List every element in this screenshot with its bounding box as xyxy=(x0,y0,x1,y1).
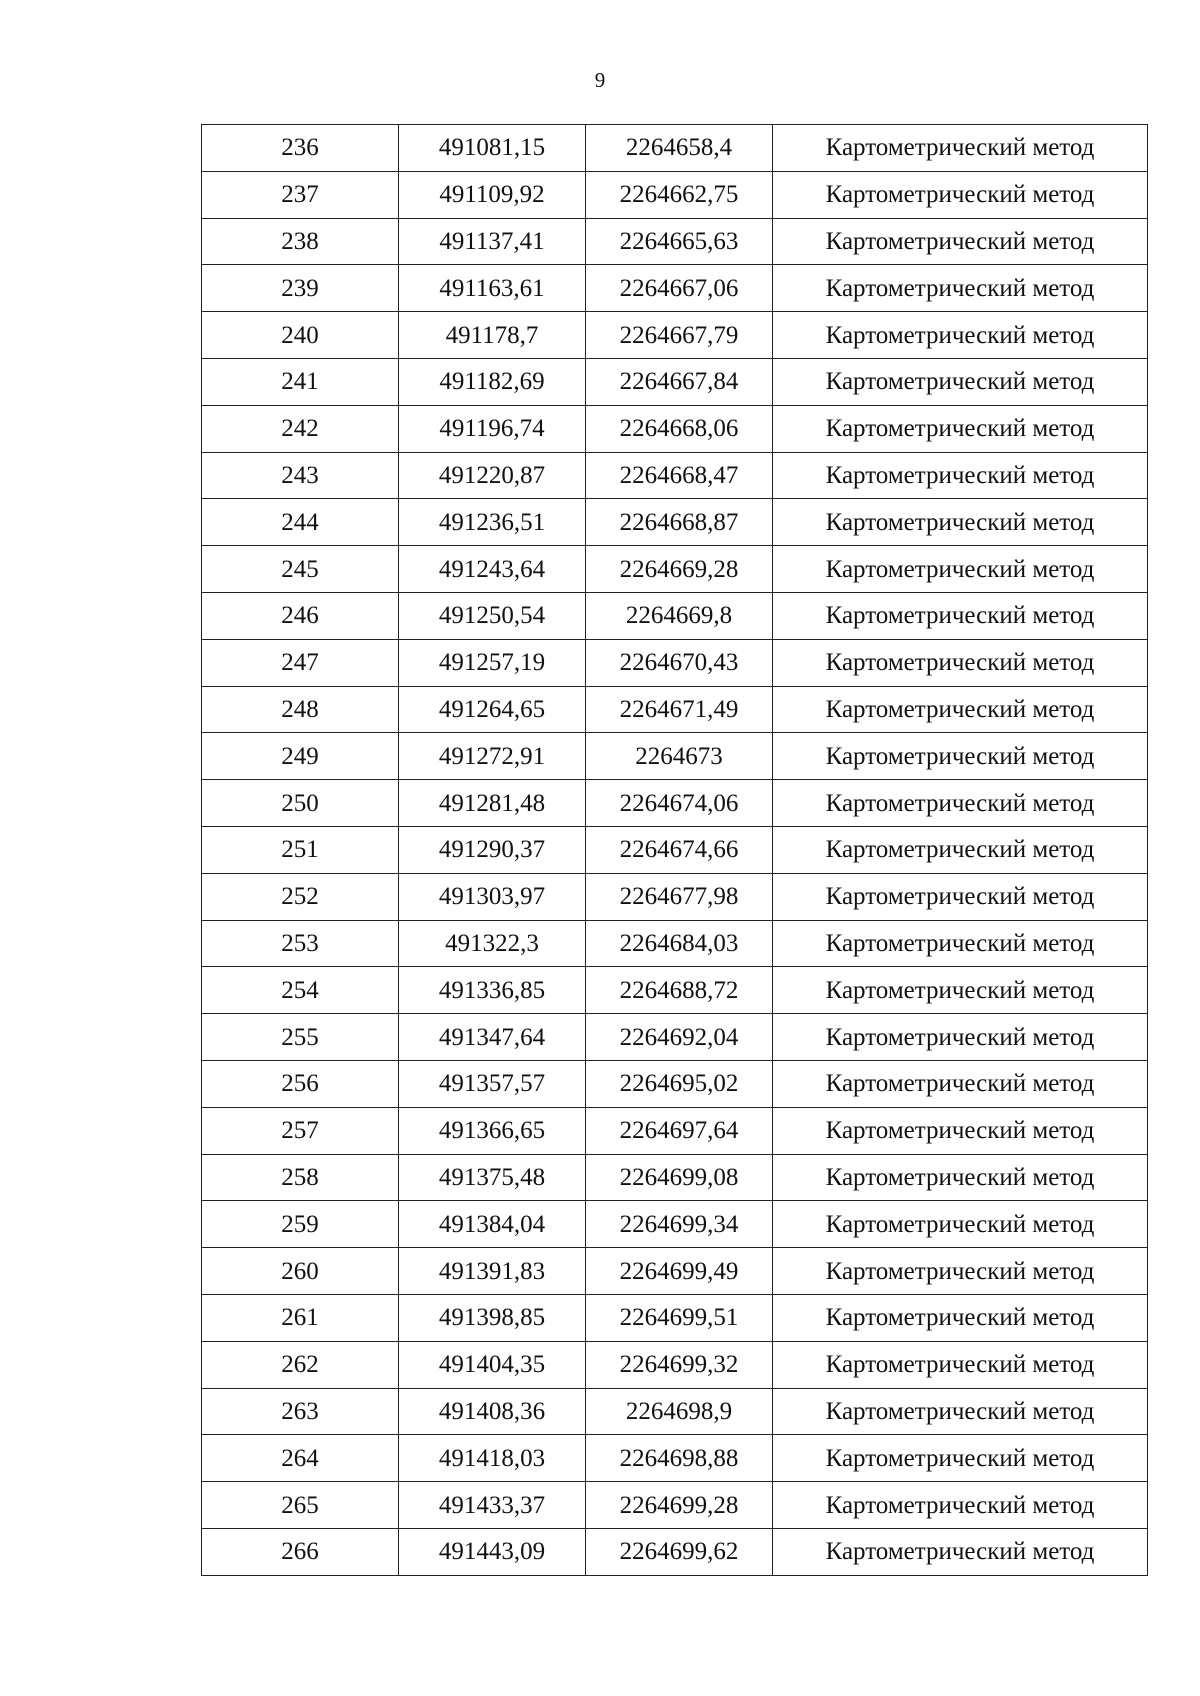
x-coordinate-cell: 491182,69 xyxy=(399,358,586,405)
table-row xyxy=(202,967,1148,1014)
table-row xyxy=(202,499,1148,546)
point-number-cell: 253 xyxy=(202,920,399,967)
method-cell: Картометрический метод xyxy=(773,499,1148,546)
x-coordinate-cell: 491404,35 xyxy=(399,1341,586,1388)
point-number-cell: 266 xyxy=(202,1528,399,1575)
method-cell: Картометрический метод xyxy=(773,780,1148,827)
point-number-cell: 264 xyxy=(202,1435,399,1482)
x-coordinate-cell: 491391,83 xyxy=(399,1248,586,1295)
x-coordinate-cell: 491243,64 xyxy=(399,546,586,593)
x-coordinate-cell: 491109,92 xyxy=(399,171,586,218)
y-coordinate-cell: 2264669,28 xyxy=(586,546,773,593)
table-row xyxy=(202,1107,1148,1154)
table-row xyxy=(202,1341,1148,1388)
x-coordinate-cell: 491220,87 xyxy=(399,452,586,499)
point-number-cell: 250 xyxy=(202,780,399,827)
method-cell: Картометрический метод xyxy=(773,1388,1148,1435)
method-cell: Картометрический метод xyxy=(773,1435,1148,1482)
y-coordinate-cell: 2264668,47 xyxy=(586,452,773,499)
method-cell: Картометрический метод xyxy=(773,1248,1148,1295)
point-number-cell: 261 xyxy=(202,1294,399,1341)
x-coordinate-cell: 491357,57 xyxy=(399,1060,586,1107)
method-cell: Картометрический метод xyxy=(773,405,1148,452)
y-coordinate-cell: 2264699,28 xyxy=(586,1482,773,1529)
table-row xyxy=(202,1248,1148,1295)
table-row xyxy=(202,405,1148,452)
x-coordinate-cell: 491250,54 xyxy=(399,592,586,639)
x-coordinate-cell: 491081,15 xyxy=(399,125,586,172)
table-row xyxy=(202,452,1148,499)
table-row xyxy=(202,920,1148,967)
table-row xyxy=(202,546,1148,593)
y-coordinate-cell: 2264677,98 xyxy=(586,873,773,920)
table-row xyxy=(202,265,1148,312)
method-cell: Картометрический метод xyxy=(773,967,1148,1014)
method-cell: Картометрический метод xyxy=(773,358,1148,405)
table-row xyxy=(202,125,1148,172)
y-coordinate-cell: 2264684,03 xyxy=(586,920,773,967)
x-coordinate-cell: 491336,85 xyxy=(399,967,586,1014)
method-cell: Картометрический метод xyxy=(773,1528,1148,1575)
coordinates-table-body xyxy=(202,125,1148,1576)
point-number-cell: 247 xyxy=(202,639,399,686)
page-number: 9 xyxy=(594,68,606,92)
y-coordinate-cell: 2264674,06 xyxy=(586,780,773,827)
x-coordinate-cell: 491290,37 xyxy=(399,826,586,873)
y-coordinate-cell: 2264658,4 xyxy=(586,125,773,172)
point-number-cell: 252 xyxy=(202,873,399,920)
table-row xyxy=(202,218,1148,265)
method-cell: Картометрический метод xyxy=(773,546,1148,593)
y-coordinate-cell: 2264699,62 xyxy=(586,1528,773,1575)
y-coordinate-cell: 2264671,49 xyxy=(586,686,773,733)
table-row xyxy=(202,826,1148,873)
x-coordinate-cell: 491236,51 xyxy=(399,499,586,546)
y-coordinate-cell: 2264673 xyxy=(586,733,773,780)
method-cell: Картометрический метод xyxy=(773,218,1148,265)
method-cell: Картометрический метод xyxy=(773,826,1148,873)
table-row xyxy=(202,592,1148,639)
point-number-cell: 248 xyxy=(202,686,399,733)
method-cell: Картометрический метод xyxy=(773,1482,1148,1529)
method-cell: Картометрический метод xyxy=(773,1294,1148,1341)
x-coordinate-cell: 491196,74 xyxy=(399,405,586,452)
x-coordinate-cell: 491398,85 xyxy=(399,1294,586,1341)
point-number-cell: 240 xyxy=(202,312,399,359)
x-coordinate-cell: 491375,48 xyxy=(399,1154,586,1201)
coordinates-table xyxy=(201,124,1148,1576)
table-row xyxy=(202,1060,1148,1107)
point-number-cell: 254 xyxy=(202,967,399,1014)
point-number-cell: 263 xyxy=(202,1388,399,1435)
x-coordinate-cell: 491257,19 xyxy=(399,639,586,686)
point-number-cell: 243 xyxy=(202,452,399,499)
method-cell: Картометрический метод xyxy=(773,312,1148,359)
x-coordinate-cell: 491433,37 xyxy=(399,1482,586,1529)
x-coordinate-cell: 491384,04 xyxy=(399,1201,586,1248)
y-coordinate-cell: 2264662,75 xyxy=(586,171,773,218)
table-row xyxy=(202,639,1148,686)
table-row xyxy=(202,873,1148,920)
method-cell: Картометрический метод xyxy=(773,873,1148,920)
y-coordinate-cell: 2264698,88 xyxy=(586,1435,773,1482)
y-coordinate-cell: 2264692,04 xyxy=(586,1014,773,1061)
table-row xyxy=(202,1154,1148,1201)
method-cell: Картометрический метод xyxy=(773,452,1148,499)
point-number-cell: 237 xyxy=(202,171,399,218)
y-coordinate-cell: 2264699,49 xyxy=(586,1248,773,1295)
table-row xyxy=(202,1294,1148,1341)
table-row xyxy=(202,1201,1148,1248)
table-row xyxy=(202,1014,1148,1061)
point-number-cell: 236 xyxy=(202,125,399,172)
point-number-cell: 257 xyxy=(202,1107,399,1154)
point-number-cell: 259 xyxy=(202,1201,399,1248)
y-coordinate-cell: 2264699,51 xyxy=(586,1294,773,1341)
x-coordinate-cell: 491178,7 xyxy=(399,312,586,359)
point-number-cell: 238 xyxy=(202,218,399,265)
y-coordinate-cell: 2264668,06 xyxy=(586,405,773,452)
point-number-cell: 251 xyxy=(202,826,399,873)
y-coordinate-cell: 2264698,9 xyxy=(586,1388,773,1435)
y-coordinate-cell: 2264667,84 xyxy=(586,358,773,405)
x-coordinate-cell: 491443,09 xyxy=(399,1528,586,1575)
point-number-cell: 262 xyxy=(202,1341,399,1388)
y-coordinate-cell: 2264667,79 xyxy=(586,312,773,359)
x-coordinate-cell: 491408,36 xyxy=(399,1388,586,1435)
method-cell: Картометрический метод xyxy=(773,1201,1148,1248)
point-number-cell: 246 xyxy=(202,592,399,639)
y-coordinate-cell: 2264667,06 xyxy=(586,265,773,312)
point-number-cell: 249 xyxy=(202,733,399,780)
x-coordinate-cell: 491163,61 xyxy=(399,265,586,312)
x-coordinate-cell: 491137,41 xyxy=(399,218,586,265)
table-row xyxy=(202,1435,1148,1482)
point-number-cell: 239 xyxy=(202,265,399,312)
y-coordinate-cell: 2264699,34 xyxy=(586,1201,773,1248)
table-row xyxy=(202,1528,1148,1575)
y-coordinate-cell: 2264699,32 xyxy=(586,1341,773,1388)
x-coordinate-cell: 491347,64 xyxy=(399,1014,586,1061)
y-coordinate-cell: 2264695,02 xyxy=(586,1060,773,1107)
method-cell: Картометрический метод xyxy=(773,125,1148,172)
x-coordinate-cell: 491264,65 xyxy=(399,686,586,733)
point-number-cell: 242 xyxy=(202,405,399,452)
y-coordinate-cell: 2264668,87 xyxy=(586,499,773,546)
y-coordinate-cell: 2264674,66 xyxy=(586,826,773,873)
x-coordinate-cell: 491366,65 xyxy=(399,1107,586,1154)
table-row xyxy=(202,358,1148,405)
method-cell: Картометрический метод xyxy=(773,1154,1148,1201)
y-coordinate-cell: 2264670,43 xyxy=(586,639,773,686)
x-coordinate-cell: 491272,91 xyxy=(399,733,586,780)
y-coordinate-cell: 2264688,72 xyxy=(586,967,773,1014)
table-row xyxy=(202,686,1148,733)
x-coordinate-cell: 491281,48 xyxy=(399,780,586,827)
method-cell: Картометрический метод xyxy=(773,920,1148,967)
method-cell: Картометрический метод xyxy=(773,1341,1148,1388)
x-coordinate-cell: 491418,03 xyxy=(399,1435,586,1482)
point-number-cell: 245 xyxy=(202,546,399,593)
point-number-cell: 244 xyxy=(202,499,399,546)
point-number-cell: 256 xyxy=(202,1060,399,1107)
table-row xyxy=(202,780,1148,827)
point-number-cell: 260 xyxy=(202,1248,399,1295)
table-row xyxy=(202,1482,1148,1529)
y-coordinate-cell: 2264699,08 xyxy=(586,1154,773,1201)
method-cell: Картометрический метод xyxy=(773,1014,1148,1061)
y-coordinate-cell: 2264669,8 xyxy=(586,592,773,639)
table-row xyxy=(202,733,1148,780)
x-coordinate-cell: 491303,97 xyxy=(399,873,586,920)
point-number-cell: 241 xyxy=(202,358,399,405)
x-coordinate-cell: 491322,3 xyxy=(399,920,586,967)
table-row xyxy=(202,171,1148,218)
table-row xyxy=(202,1388,1148,1435)
method-cell: Картометрический метод xyxy=(773,733,1148,780)
method-cell: Картометрический метод xyxy=(773,1060,1148,1107)
y-coordinate-cell: 2264697,64 xyxy=(586,1107,773,1154)
point-number-cell: 258 xyxy=(202,1154,399,1201)
method-cell: Картометрический метод xyxy=(773,1107,1148,1154)
point-number-cell: 255 xyxy=(202,1014,399,1061)
method-cell: Картометрический метод xyxy=(773,686,1148,733)
point-number-cell: 265 xyxy=(202,1482,399,1529)
method-cell: Картометрический метод xyxy=(773,265,1148,312)
method-cell: Картометрический метод xyxy=(773,171,1148,218)
method-cell: Картометрический метод xyxy=(773,592,1148,639)
method-cell: Картометрический метод xyxy=(773,639,1148,686)
table-row xyxy=(202,312,1148,359)
y-coordinate-cell: 2264665,63 xyxy=(586,218,773,265)
